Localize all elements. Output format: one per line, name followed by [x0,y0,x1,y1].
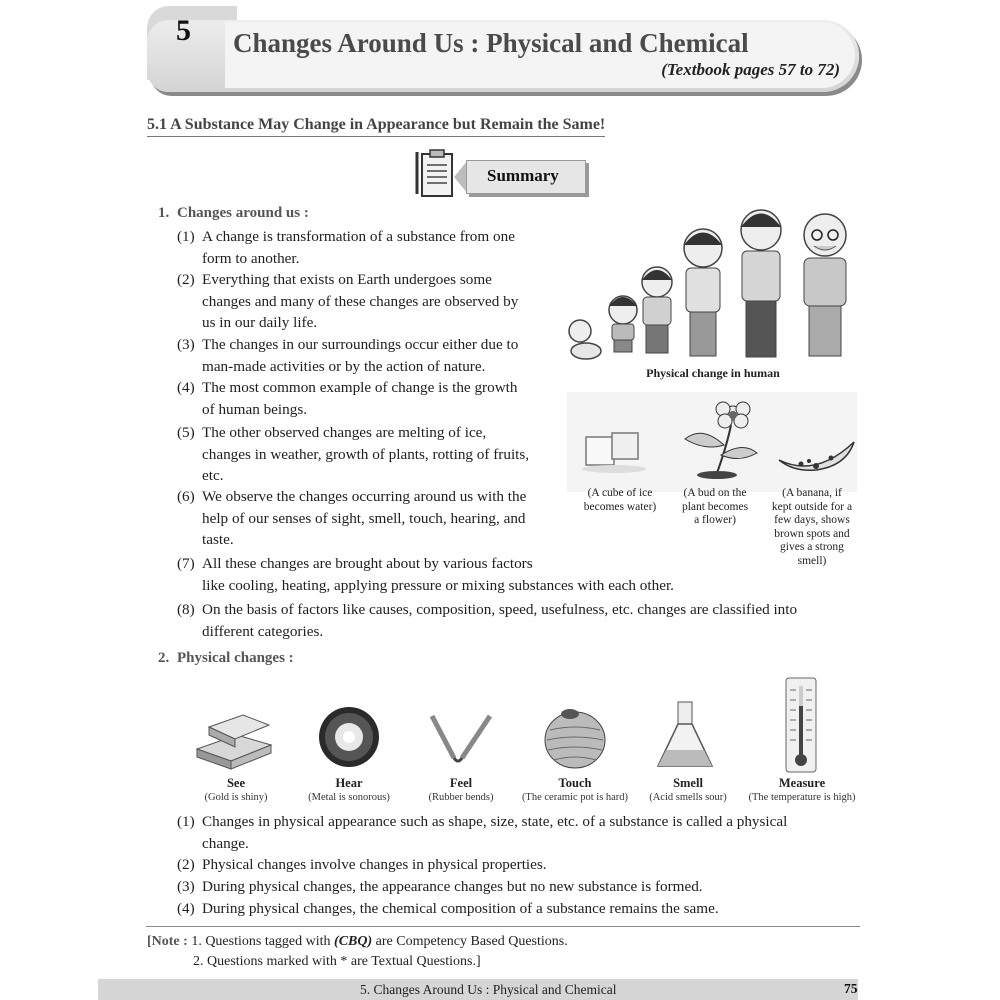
heading-number: 1. [158,205,170,221]
item-number: (3) [177,878,195,895]
sense-sublabel: (Metal is sonorous) [308,792,390,803]
human-figure-caption: Physical change in human [646,366,780,380]
flower-caption: (A bud on the plant becomes a flower) [681,487,749,526]
sense-label: See [226,776,246,790]
human-growth-illustration [562,200,862,368]
sense-label: Feel [449,776,473,790]
flower-icon [677,395,762,480]
list-item: Everything that exists on Earth undergoes some changes and many of these changes are observed by us in our daily life. [202,271,519,332]
note-line-2: 2. Questions marked with * are Textual Questions.] [193,954,481,969]
chapter-title: Changes Around Us : Physical and Chemical [233,28,749,58]
page-number: 75 [844,981,858,996]
item-number: (7) [177,555,195,572]
sense-sublabel: (Gold is shiny) [204,792,268,803]
chapter-pages: (Textbook pages 57 to 72) [661,60,840,79]
list-item: The changes in our surroundings occur either due to man-made activities or by the action of nature. [202,336,519,375]
ceramic-pot-icon [540,700,610,772]
item-number: (2) [177,856,195,873]
flask-icon [654,700,716,772]
item-number: (6) [177,488,195,505]
thermometer-icon [784,676,818,774]
item-number: (5) [177,424,195,441]
list-item: All these changes are brought about by various factors like cooling, heating, applying pressure or mixing substances with each other. [202,555,674,594]
heading-physical-changes: Physical changes : [177,650,294,666]
gong-icon [316,704,382,770]
list-item: On the basis of factors like causes, composition, speed, usefulness, etc. changes are classified into different categories. [202,601,798,640]
list-item: The most common example of change is the growth of human beings. [202,379,518,418]
chapter-number: 5 [176,14,191,47]
item-number: (3) [177,336,195,353]
gold-bars-icon [193,705,279,771]
sense-sublabel: (The ceramic pot is hard) [521,792,629,803]
item-number: (2) [177,271,195,288]
heading-number: 2. [158,650,170,666]
item-number: (4) [177,379,195,396]
sense-label: Measure [778,776,826,790]
list-item: We observe the changes occurring around us with the help of our senses of sight, smell, touch, hearing, and taste. [202,488,527,549]
footer-chapter: 5. Changes Around Us : Physical and Chemical [360,982,617,997]
sense-sublabel: (Rubber bends) [428,792,494,803]
note-label: [Note : [147,934,188,949]
sense-sublabel: (The temperature is high) [748,792,856,803]
item-number: (1) [177,228,195,245]
note-line-1: [Note : 1. Questions tagged with (CBQ) are Competency Based Questions. [147,934,568,949]
cbq-tag: (CBQ) [334,934,373,949]
sense-label: Smell [673,776,703,790]
banana-caption: (A banana, if kept outside for a few days, shows brown spots and gives a strong smell) [771,487,853,567]
banana-icon [776,436,858,476]
sense-label: Touch [558,776,592,790]
ice-cube-icon [578,425,648,475]
item-number: (4) [177,900,195,917]
sense-sublabel: (Acid smells sour) [649,792,727,803]
list-item: During physical changes, the appearance changes but no new substance is formed. [202,878,703,895]
list-item: During physical changes, the chemical composition of a substance remains the same. [202,900,719,917]
ice-caption: (A cube of ice becomes water) [583,487,657,513]
sense-label: Hear [335,776,363,790]
note-divider [146,926,860,927]
rubber-bend-icon [426,712,496,768]
item-number: (8) [177,601,195,618]
item-number: (1) [177,813,195,830]
list-item: The other observed changes are melting of ice, changes in weather, growth of plants, rotting of fruits, etc. [202,424,530,485]
heading-changes-around-us: Changes around us : [177,205,309,221]
list-item: Changes in physical appearance such as shape, size, state, etc. of a substance is called a physical change. [202,813,788,852]
list-item: A change is transformation of a substance from one form to another. [202,228,515,267]
section-title: 5.1 A Substance May Change in Appearance but Remain the Same! [147,116,605,137]
summary-label: Summary [487,166,559,185]
list-item: Physical changes involve changes in physical properties. [202,856,547,873]
